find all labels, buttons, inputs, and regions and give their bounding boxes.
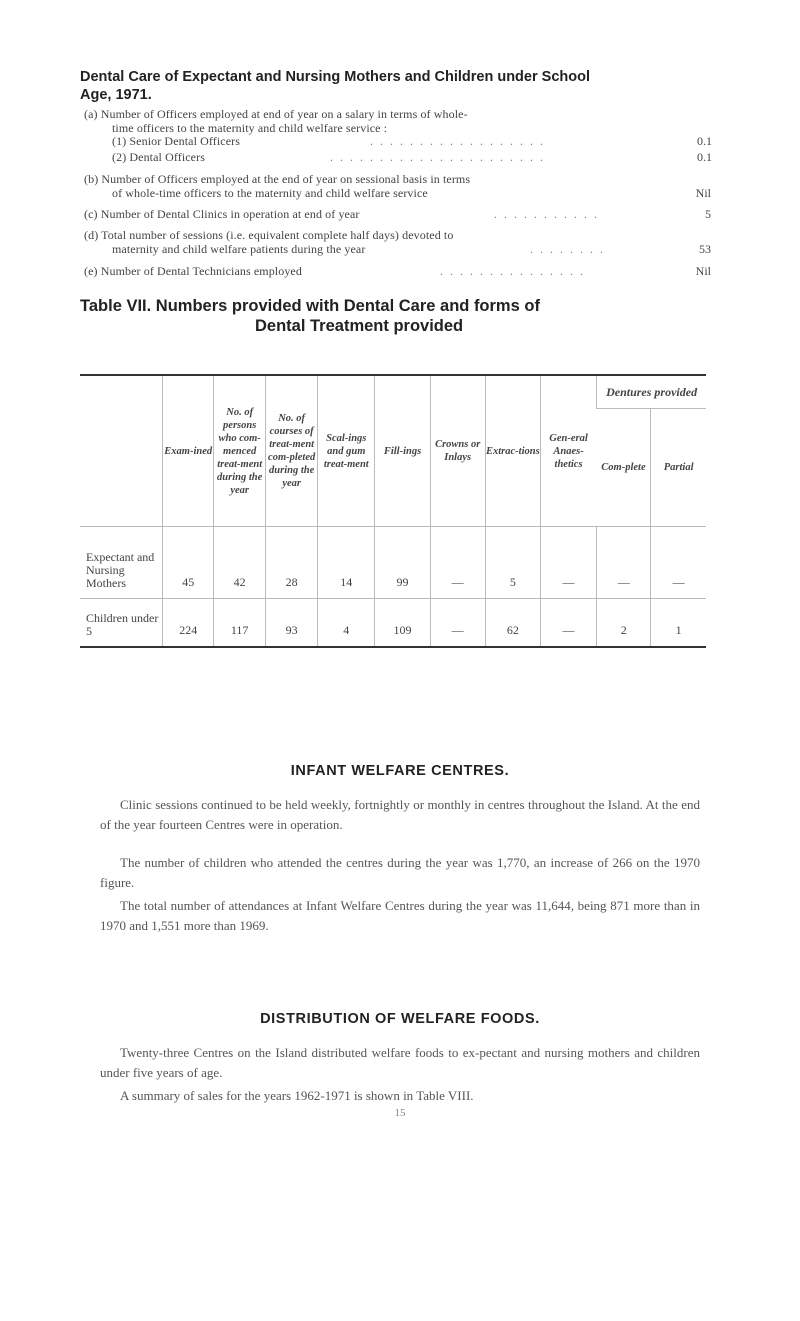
page-number: 15 <box>394 1107 406 1119</box>
leader-dots: . . . . . . . . . . . . . . . <box>440 264 585 278</box>
item-a-line-2: time officers to the maternity and child welfare service : <box>112 121 388 135</box>
cell: 4 <box>318 599 375 647</box>
header-dentures: Dentures provided <box>597 375 706 409</box>
cell: — <box>651 527 706 599</box>
cell: 2 <box>597 599 651 647</box>
cell: 99 <box>375 527 430 599</box>
header-examined: Exam-ined <box>163 375 214 527</box>
item-b-line-2: of whole-time officers to the maternity and child welfare service <box>112 186 428 200</box>
item-d <box>84 228 453 256</box>
item-b <box>84 172 470 200</box>
item-b-value: Nil <box>695 186 711 200</box>
cell: 62 <box>485 599 540 647</box>
leader-dots: . . . . . . . . . . . . . . . . . . . . . . <box>330 150 545 164</box>
item-e-label: (e) Number of Dental Technicians employed <box>84 264 302 278</box>
row-label-mothers: Expectant and Nursing Mothers <box>80 527 163 599</box>
item-d-value: 53 <box>699 242 711 256</box>
leader-dots: . . . . . . . . . . . . . . . . . . <box>370 134 545 148</box>
item-a2-value: 0.1 <box>697 150 712 164</box>
header-crowns: Crowns or Inlays <box>430 375 485 527</box>
infant-welfare-heading: INFANT WELFARE CENTRES. <box>290 763 510 779</box>
header-extractions: Extrac-tions <box>485 375 540 527</box>
item-d-line-1: (d) Total number of sessions (i.e. equivalent complete half days) devoted to <box>84 228 454 242</box>
header-completed: No. of courses of treat-ment com-pleted during the year <box>266 375 318 527</box>
cell: — <box>430 599 485 647</box>
cell: — <box>597 527 651 599</box>
cell: 45 <box>163 527 214 599</box>
item-a2-label: (2) Dental Officers <box>112 150 205 164</box>
cell: — <box>540 527 596 599</box>
row-label-children: Children under 5 <box>80 599 163 647</box>
header-scalings: Scal-ings and gum treat-ment <box>318 375 375 527</box>
table-title-line-2: Dental Treatment provided <box>255 317 464 335</box>
cell: 5 <box>485 527 540 599</box>
heading-line-1: Dental Care of Expectant and Nursing Mothers and Children under School <box>80 69 590 85</box>
header-blank <box>80 375 163 527</box>
cell: 93 <box>266 599 318 647</box>
section-heading <box>80 68 720 104</box>
header-commenced: No. of persons who com-menced treat-ment during the year <box>214 375 266 527</box>
infant-paragraph-3: The total number of attendances at Infant Welfare Centres during the year was 11,644, being 871 more than in 1970 and 1,551 more than 1969. <box>100 898 700 933</box>
heading-line-2: Age, 1971. <box>80 87 152 103</box>
leader-dots: . . . . . . . . . . . <box>494 207 599 221</box>
welfare-foods-heading: DISTRIBUTION OF WELFARE FOODS. <box>260 1011 540 1027</box>
infant-paragraph-2: The number of children who attended the centres during the year was 1,770, an increase of 266 on the 1970 figure. <box>100 855 700 890</box>
foods-paragraph-1: Twenty-three Centres on the Island distributed welfare foods to ex-pectant and nursing mothers and children under five years of age. <box>100 1045 700 1080</box>
cell: 117 <box>214 599 266 647</box>
table-title <box>80 296 720 336</box>
foods-paragraph-2: A summary of sales for the years 1962-1971 is shown in Table VIII. <box>120 1088 474 1103</box>
cell: — <box>540 599 596 647</box>
item-a1-label: (1) Senior Dental Officers <box>112 134 241 148</box>
item-c-value: 5 <box>705 207 711 221</box>
cell: 109 <box>375 599 430 647</box>
cell: 14 <box>318 527 375 599</box>
cell: 1 <box>651 599 706 647</box>
header-complete: Com-plete <box>601 462 646 473</box>
header-anaesthetics: Gen-eral Anaes-thetics <box>540 375 596 527</box>
cell: 28 <box>266 527 318 599</box>
dental-treatment-table <box>80 374 706 648</box>
item-e-value: Nil <box>695 264 711 278</box>
item-b-line-1: (b) Number of Officers employed at the end of year on sessional basis in terms <box>84 172 471 186</box>
item-a <box>84 107 468 135</box>
cell: 224 <box>163 599 214 647</box>
cell: — <box>430 527 485 599</box>
header-fillings: Fill-ings <box>375 375 430 527</box>
leader-dots: . . . . . . . . <box>530 242 605 256</box>
item-a-line-1: (a) Number of Officers employed at end of year on a salary in terms of whole- <box>84 107 468 121</box>
item-d-line-2: maternity and child welfare patients during the year <box>112 242 366 256</box>
table-title-line-1: Table VII. Numbers provided with Dental Care and forms of <box>80 297 540 315</box>
infant-paragraph-1: Clinic sessions continued to be held weekly, fortnightly or monthly in centres throughout the Island. At the end of the year fourteen Centres were in operation. <box>100 797 700 832</box>
item-c-label: (c) Number of Dental Clinics in operation at end of year <box>84 207 360 221</box>
item-a1-value: 0.1 <box>697 134 712 148</box>
cell: 42 <box>214 527 266 599</box>
header-partial: Partial <box>651 409 706 527</box>
